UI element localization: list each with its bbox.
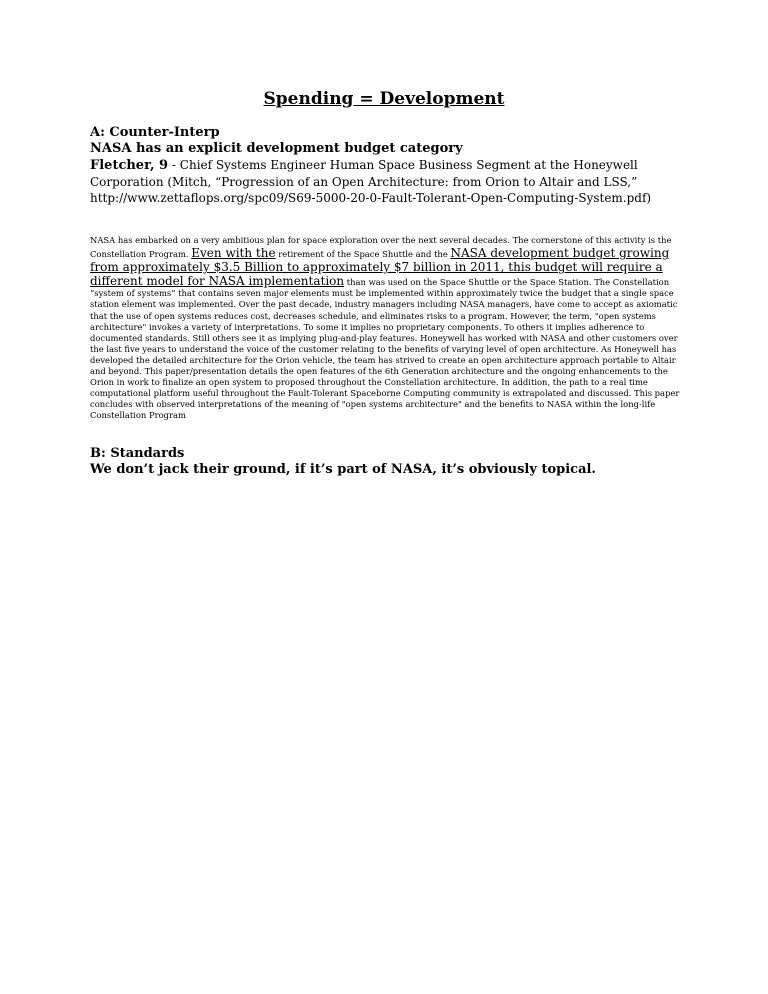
page-title: Spending = Development: [263, 89, 505, 109]
section-a-label: A: Counter-Interp: [90, 125, 220, 140]
card-highlight-2: NASA development budget growing from approximately $3.5 Billion to approximately $7 billion in 2011, this budget will require a different model for NASA implementation: [90, 246, 670, 289]
card-text-3: than was used on the Space Shuttle or the Space Station. The Constellation “system of systems” that contains seven major elements must be implemented within approximately twice the budget that a single space station element was implemented. Over the past decade, industry managers including NASA managers, have come to accept as axiomatic that the use of open systems reduces cost, decreases schedule, and eliminates risks to a program. However, the term, "open systems architecture" invokes a variety of interpretations. To some it implies no proprietary components. To others it implies adherence to documented standards. Still others see it as implying plug-and-play features. Honeywell has worked with NASA and other customers over the last five years to understand the voice of the customer relating to the benefits of varying level of open architecture. As Honeywell has developed the detailed architecture for the Orion vehicle, the team has strived to create an open architecture approach portable to Altair and beyond. This paper/presentation details the open features of the 6th Generation architecture and the ongoing enhancements to the Orion in work to finalize an open system to proposed throughout the Constellation architecture. In addition, the path to a real time computational platform useful throughout the Fault-Tolerant Spaceborne Computing community is extrapolated and discussed. This paper concludes with observed interpretations of the meaning of "open systems architecture" and the benefits to NASA within the long-life Constellation Program: [90, 277, 680, 421]
section-b-label: B: Standards: [90, 446, 185, 461]
section-b-text: We don’t jack their ground, if it’s part of NASA, it’s obviously topical.: [90, 462, 596, 477]
section-a: [90, 125, 680, 206]
citation-author: Fletcher, 9: [90, 158, 169, 173]
card-text-1: NASA has embarked on a very ambitious plan for space exploration over the next several decades. The cornerstone of this activity is the Constellation Program.: [90, 235, 672, 260]
section-a-tag: NASA has an explicit development budget category: [90, 141, 463, 156]
citation-details: - Chief Systems Engineer Human Space Business Segment at the Honeywell Corporation (Mitch, “Progression of an Open Architecture: from Orion to Altair and LSS,” http://www.zettaflops.org/spc09/S69-5000-20-0-Fault-Tolerant-Open-Computing-System.pdf): [90, 158, 652, 205]
section-b: [90, 446, 680, 478]
card-text-2: retirement of the Space Shuttle and the: [275, 249, 451, 260]
card-highlight-1: Even with the: [191, 246, 276, 261]
evidence-card: [90, 235, 682, 422]
citation: [90, 157, 680, 206]
